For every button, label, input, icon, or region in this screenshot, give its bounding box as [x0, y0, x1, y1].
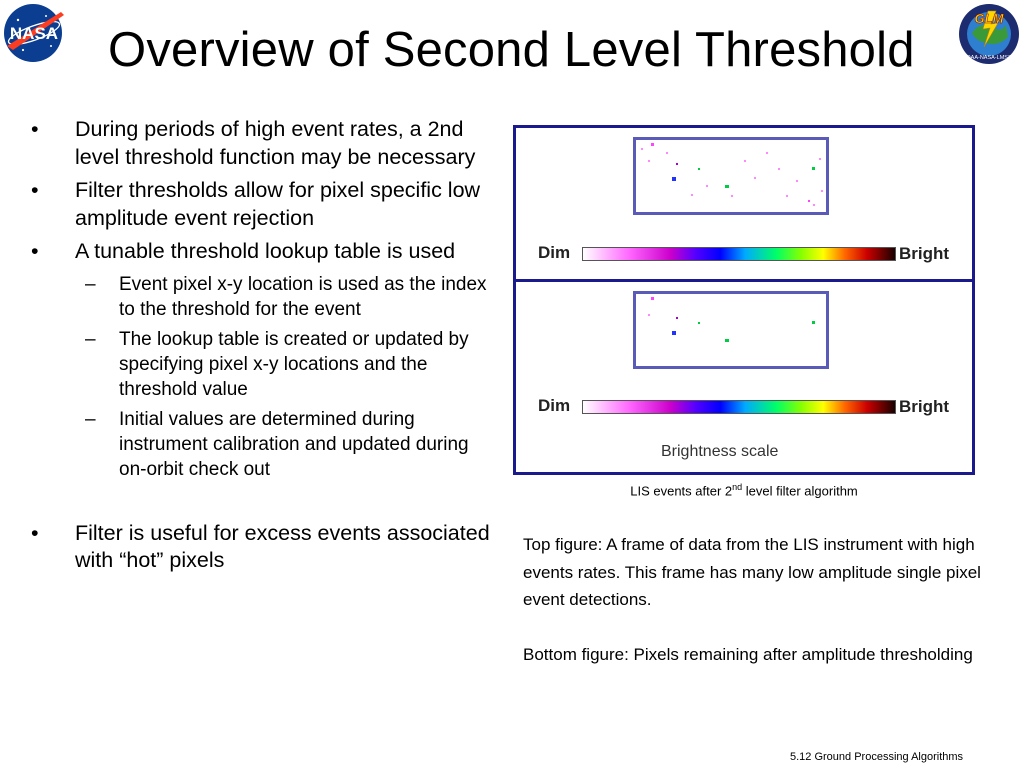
figure-description — [523, 531, 993, 668]
bullet-item — [30, 177, 496, 232]
spacer — [30, 487, 496, 520]
bullet-item — [30, 520, 496, 575]
bullet-dot: • — [31, 178, 39, 202]
sub-bullet-dash: – — [85, 273, 96, 295]
bullet-item — [30, 238, 496, 266]
figure-caption — [513, 482, 975, 498]
glm-logo — [958, 3, 1020, 65]
dim-label: Dim — [538, 396, 571, 415]
bullet-text: A tunable threshold lookup table is used — [75, 239, 456, 263]
sub-bullet-text: Initial values are determined during instrument calibration and updated during on-orbit check out — [119, 408, 469, 480]
caption-prefix: LIS events after 2 — [630, 483, 733, 499]
event-pixels-before — [636, 140, 826, 212]
bullet-text: Filter thresholds allow for pixel specific low amplitude event rejection — [75, 178, 481, 230]
bullet-dot: • — [31, 117, 39, 141]
bullet-item — [30, 116, 496, 171]
dim-label: Dim — [538, 243, 571, 262]
figure-bottom-panel — [513, 279, 975, 475]
colorbar — [582, 247, 896, 261]
bright-label: Bright — [899, 244, 950, 263]
description-top: Top figure: A frame of data from the LIS instrument with high events rates. This frame has many low amplitude single pixel event detections. — [523, 535, 981, 609]
brightness-scale-bottom — [538, 396, 958, 418]
lis-frame-after-filter — [633, 291, 829, 369]
bullet-text: During periods of high event rates, a 2nd level threshold function may be necessary — [75, 117, 476, 169]
slide-footer: 5.12 Ground Processing Algorithms — [790, 751, 964, 763]
sub-bullet-item — [30, 407, 496, 482]
bullet-text: Filter is useful for excess events associated with “hot” pixels — [75, 520, 490, 572]
colorbar — [582, 400, 896, 414]
sub-bullet-text: Event pixel x-y location is used as the index to the threshold for the event — [119, 273, 487, 320]
glm-ring-text: NOAA-NASA-LMSSC — [962, 55, 1016, 61]
sub-bullet-text: The lookup table is created or updated by specifying pixel x-y locations and the threshold value — [119, 328, 469, 400]
bullet-dot: • — [31, 239, 39, 263]
sub-bullet-item — [30, 327, 496, 402]
brightness-scale-label: Brightness scale — [661, 443, 779, 460]
nasa-logo — [1, 2, 67, 64]
sub-bullet-dash: – — [85, 328, 96, 350]
description-bottom: Bottom figure: Pixels remaining after amplitude thresholding — [523, 644, 973, 664]
bright-label: Bright — [899, 397, 950, 416]
caption-suffix: level filter algorithm — [742, 483, 858, 499]
caption-superscript: nd — [732, 482, 743, 492]
brightness-scale-top — [538, 243, 958, 265]
glm-logo-text: GLM — [974, 11, 1004, 26]
sub-bullet-item — [30, 272, 496, 322]
bullet-list — [30, 116, 496, 581]
spacer — [523, 614, 993, 641]
bullet-dot: • — [31, 520, 39, 545]
lis-frame-before-filter — [633, 137, 829, 215]
event-pixels-after — [636, 294, 826, 366]
nasa-logo-text: NASA — [9, 24, 59, 43]
slide-title: Overview of Second Level Threshold — [108, 23, 915, 77]
sub-bullet-dash: – — [85, 408, 96, 430]
